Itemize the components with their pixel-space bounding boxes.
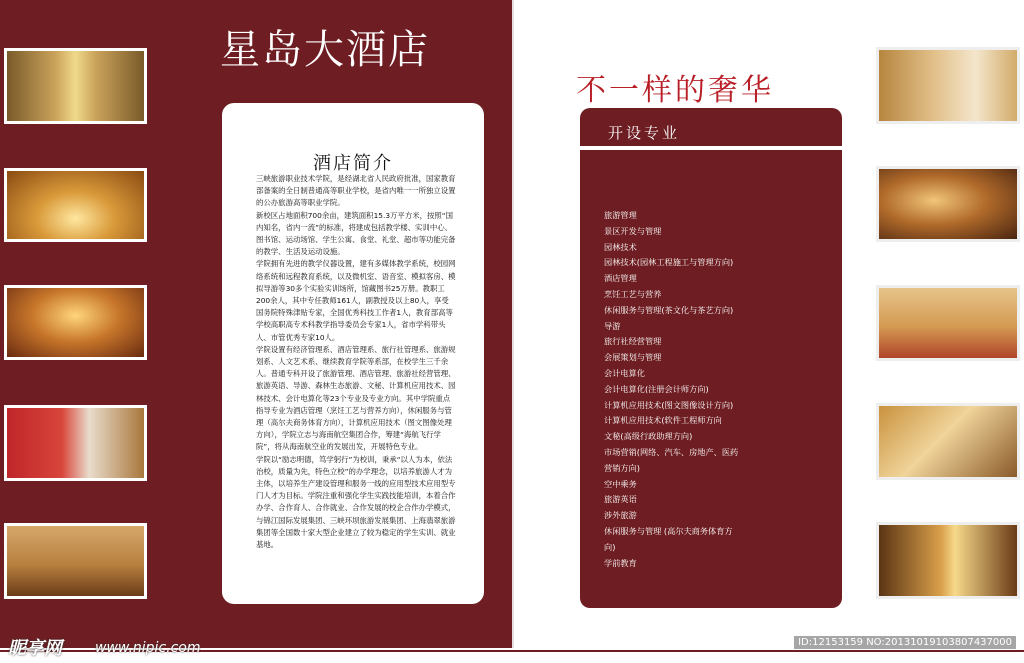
course-item: 导游 xyxy=(604,320,621,331)
course-item: 会计电算化(注册会计师方向) xyxy=(604,383,709,394)
course-item: 园林技术 xyxy=(604,241,637,252)
intro-card xyxy=(222,103,484,604)
course-item: 空中乘务 xyxy=(604,478,637,489)
footer-line xyxy=(512,650,1024,652)
course-item: 烹饪工艺与营养 xyxy=(604,288,662,299)
intro-body xyxy=(256,173,456,551)
intro-paragraph: 学院设置有经济管理系、酒店管理系、旅行社管理系、旅游规划系、人文艺术系、继续教育学院等系部，在校学生三千余人。普通专科开设了旅游管理、酒店管理、旅游社经营管理、旅游英语、导游、森林生态旅游、文秘、计算机应用技术、园林技术、会计电算化等23个专业及专业方向。其中学院重点指导专业为酒店管理（烹饪工艺与营养方向），休闲服务与管理（高尔夫商务体育方向），计算机应用技术（图文图像处理方向），学院立志与海南航空集团合作，筹建“海航飞行学院”，将从海南航空业的发展出发，开展特色专业。 xyxy=(256,344,456,452)
course-item: 休闲服务与管理(茶文化与茶艺方向) xyxy=(604,304,734,315)
photo-lobby xyxy=(876,166,1020,242)
watermark-id: ID:12153159 NO:20131019103807437000 xyxy=(794,636,1016,649)
intro-paragraph: 三峡旅游职业技术学院，是经湖北省人民政府批准，国家教育部备案的全日制普通高等职业学校，是省内唯一一所独立设置的公办旅游高等职业学院。 xyxy=(256,174,456,208)
photo-corridor xyxy=(4,48,147,124)
course-item: 旅游管理 xyxy=(604,210,637,220)
photo-dining-room xyxy=(4,523,147,599)
intro-paragraph: 学院以“励志明德，笃学躬行”为校训，秉承“以人为本，依法治校，质量为先，特色立校”的办学理念，以培养旅游人才为主体，以培养生产建设管理和服务一线的应用型技术应用型专门人才为目标。学院注重和强化学生实践技能培训，本着合作办学、合作育人、合作就业、合作发展的校企合作办学模式，与锦江国际发展集团、三峡环坝旅游发展集团、上海翡翠旅游集团等全国数十家大型企业建立了较为稳定的学生实训、就业基地。 xyxy=(256,454,456,550)
page-spine xyxy=(512,0,514,663)
photo-hallway xyxy=(876,522,1020,599)
course-item: 向) xyxy=(604,541,616,552)
course-item: 会计电算化 xyxy=(604,367,645,378)
courses-divider xyxy=(580,146,842,150)
photo-suite xyxy=(876,403,1020,480)
course-item: 休闲服务与管理 (高尔夫商务体育方 xyxy=(604,525,733,536)
watermark-logo: 昵享网 xyxy=(8,638,62,659)
course-item: 市场营销(网络、汽车、房地产、医药 xyxy=(604,446,739,457)
photo-guest-room xyxy=(4,405,147,481)
course-item: 营销方向) xyxy=(604,462,640,473)
course-item: 涉外旅游 xyxy=(604,510,637,521)
course-item: 旅行社经营管理 xyxy=(604,336,662,347)
hotel-title: 星岛大酒店 xyxy=(220,27,430,73)
slogan: 不一样的奢华 xyxy=(576,73,774,108)
photo-spa-room xyxy=(876,47,1020,124)
course-item: 学前教育 xyxy=(604,557,637,568)
photo-dome-hall xyxy=(4,168,147,242)
photo-meeting-room xyxy=(876,285,1020,361)
course-item: 计算机应用技术(软件工程师方向 xyxy=(604,415,722,426)
intro-paragraph: 新校区占地面积700余亩，建筑面积15.3万平方米，按照“国内知名，省内一流”的标准，将建成包括教学楼、实训中心、图书馆、运动场馆、学生公寓、食堂、礼堂、超市等功能完备的教学、生活及运动设施。 xyxy=(256,210,456,257)
footer-line xyxy=(0,650,512,652)
watermark-url: www.nipic.com xyxy=(95,640,201,656)
courses-heading: 开设专业 xyxy=(608,124,681,142)
intro-paragraph: 学院拥有先进的教学仪器设置，建有多媒体教学系统，校园网络系统和远程教育系统，以及微机室、语音室、模拟客房、模拟导游等30多个实验实训场所，馆藏图书25万册。教职工200余人，其中专任教师161人，副教授及以上80人，享受国务院特殊津贴专家，全国优秀科技工作者1人，教育部高等学校高职高专术科教学指导委员会专家1人，省市学科带头人、市管优秀专家10人。 xyxy=(256,259,456,342)
courses-card xyxy=(580,108,842,608)
course-item: 景区开发与管理 xyxy=(604,225,662,236)
photo-banquet-room xyxy=(4,285,147,360)
intro-title: 酒店简介 xyxy=(313,153,393,174)
course-item: 会展策划与管理 xyxy=(604,352,662,363)
course-item: 园林技术(园林工程施工与管理方向) xyxy=(604,257,734,268)
course-item: 旅游英语 xyxy=(604,494,637,505)
course-item: 酒店管理 xyxy=(604,273,637,284)
course-item: 文秘(高级行政助理方向) xyxy=(604,431,693,442)
courses-list xyxy=(604,208,830,571)
course-item: 计算机应用技术(图文图像设计方向) xyxy=(604,399,734,410)
